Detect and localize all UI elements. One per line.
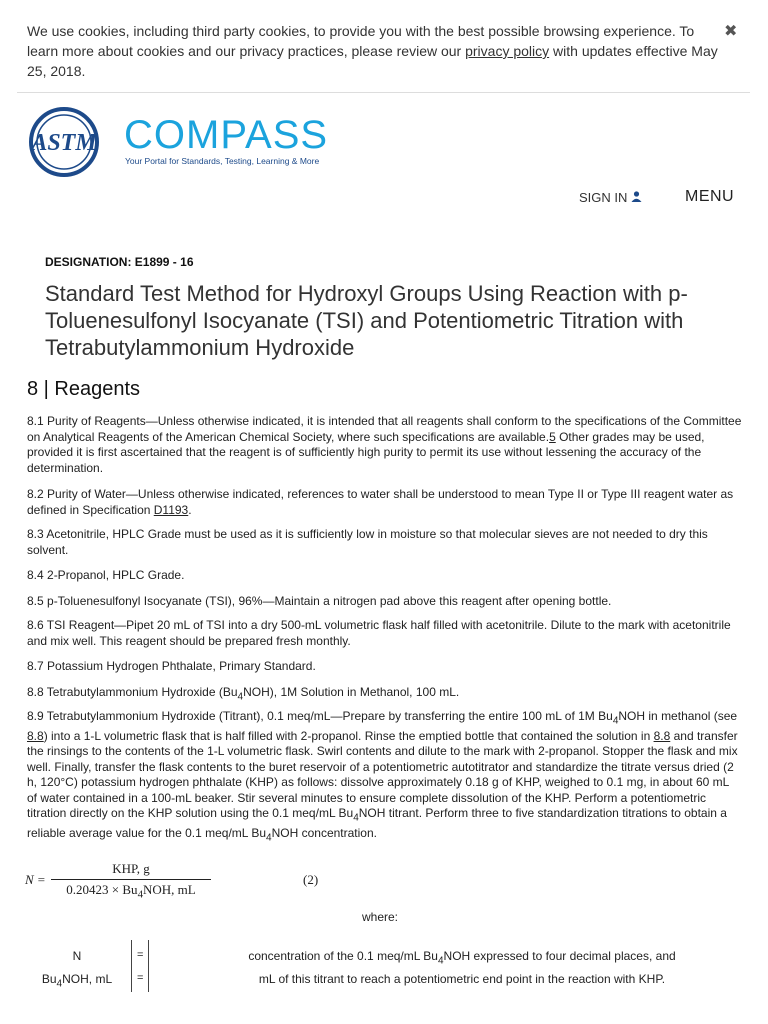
equation-numerator: KHP, g — [51, 861, 211, 880]
section-8-8-link[interactable]: 8.8 — [27, 728, 44, 743]
d1193-link[interactable]: D1193 — [153, 502, 189, 517]
def-symbol-bu4noh: $Bu_4NOH$, mL — [41, 972, 113, 990]
equation-number: (2) — [303, 872, 319, 887]
astm-compass-logo[interactable] — [26, 102, 346, 182]
where-label: where: — [362, 910, 399, 924]
designation: DESIGNATION: E1899 - 16 — [45, 255, 194, 269]
equation-denominator: $0.20423 \times Bu_4NOH$, mL — [66, 882, 196, 901]
def-text-bu4noh: mL of this titrant to reach a potentiometric end point in the reaction with KHP. — [258, 972, 666, 986]
brand-tagline: Your Portal for Standards, Testing, Learning & More — [125, 156, 320, 166]
paragraph-8-3: 8.3 Acetonitrile, HPLC Grade must be used as it is sufficiently low in moisture so that molecular sieves are not needed to dry this solvent. — [27, 527, 708, 557]
equation-lhs: N = — [25, 872, 46, 887]
variable-definitions — [27, 940, 747, 995]
footnote-link[interactable]: 5 — [549, 429, 556, 444]
paragraph-8-7: 8.7 Potassium Hydrogen Phthalate, Primary Standard. — [27, 659, 316, 673]
logo-text: ASTM — [31, 130, 97, 156]
section-heading: 8 | Reagents — [27, 378, 141, 400]
paragraph-8-2: 8.2 Purity of Water—Unless otherwise indicated, references to water shall be understood to mean Type II or Type III reagent water as defined in Specification D1193. — [27, 487, 734, 517]
page-title: Standard Test Method for Hydroxyl Groups Using Reaction with p-Toluenesulfonyl Isocyanate (TSI) and Potentiometric Titration with Tetrabutylammonium Hydroxide — [45, 281, 688, 360]
divider — [17, 92, 750, 93]
cookie-text: We use cookies, including third party cookies, to provide you with the best possible browsing experience. To learn more about cookies and our privacy practices, please review our — [27, 23, 695, 59]
sign-in-link[interactable] — [579, 190, 642, 205]
section-8-8-link[interactable]: 8.8 — [653, 728, 671, 743]
def-text-n: concentration of the 0.1 meq/mL $Bu_4NOH$ expressed to four decimal places, and — [248, 949, 676, 967]
def-equals: = — [137, 972, 144, 984]
paragraph-8-6: 8.6 TSI Reagent—Pipet 20 mL of TSI into a dry 500-mL volumetric flask half filled with acetonitrile. Dilute to the mark with acetonitrile and mix well. This reagent should be prepared fresh monthly. — [27, 618, 731, 648]
def-equals: = — [137, 949, 144, 961]
paragraph-8-8: 8.8 Tetrabutylammonium Hydroxide $(Bu_4NOH)$, 1M Solution in Methanol, 100 mL. — [27, 685, 460, 703]
privacy-policy-link[interactable]: privacy policy — [465, 43, 550, 59]
divider — [148, 940, 149, 992]
menu-button[interactable]: MENU — [685, 188, 735, 205]
cookie-banner — [27, 21, 727, 81]
paragraph-8-5: 8.5 p-Toluenesulfonyl Isocyanate (TSI), 96%—Maintain a nitrogen pad above this reagent after opening bottle. — [27, 594, 612, 608]
paragraph-8-9: 8.9 Tetrabutylammonium Hydroxide (Titrant), 0.1 meq/mL—Prepare by transferring the entire 100 mL of 1M $Bu_4NOH$ in methanol (see 8.8) into a 1-L volumetric flask that is half filled with 2-propanol. Rinse the emptied bottle that contained the solution in 8.8 and transfer the rinsings to the contents of the 1-L volumetric flask. Swirl contents and dilute to the mark with 2-propanol. Stopper the flask and mix well. Finally, transfer the flask contents to the buret reservoir of a potentiometric autotitrator and standardize the titrate versus dried (2 h, 120°C) potassium hydrogen phthalate (KHP) as follows: dissolve approximately 0.18 g of KHP, weighed to 0.1 mg, in about 60 mL of water contained in a 100-mL beaker. Stir several minutes to ensure complete dissolution of the KHP. Perform a potentiometric titration directly on the KHP solution using the 0.1 meq/mL $Bu_4NOH$ titrant. Perform three to five standardization titrations to obtain a reliable average value for the 0.1 meq/mL $Bu_4NOH$ concentration. — [27, 709, 738, 844]
cookie-text-end: with updates effective May 25, 2018. — [27, 43, 718, 79]
paragraph-8-4: 8.4 2-Propanol, HPLC Grade. — [27, 568, 185, 582]
divider — [131, 940, 132, 992]
brand-name: COMPASS — [124, 113, 329, 157]
paragraph-8-1: 8.1 Purity of Reagents—Unless otherwise indicated, it is intended that all reagents shall conform to the specifications of the Committee on Analytical Reagents of the American Chemical Society, where such specifications are available.5 Other grades may be used, provided it is first ascertained that the reagent is of sufficiently high purity to permit its use without lessening the accuracy of the determination. — [27, 414, 742, 475]
equation-fraction — [51, 861, 211, 901]
astm-logo-icon — [29, 109, 98, 175]
user-icon — [631, 190, 642, 205]
def-symbol-n: N — [72, 949, 82, 963]
sign-in-label: SIGN IN — [579, 190, 628, 205]
close-icon[interactable]: ✖ — [724, 23, 738, 40]
equation-2 — [25, 861, 325, 901]
